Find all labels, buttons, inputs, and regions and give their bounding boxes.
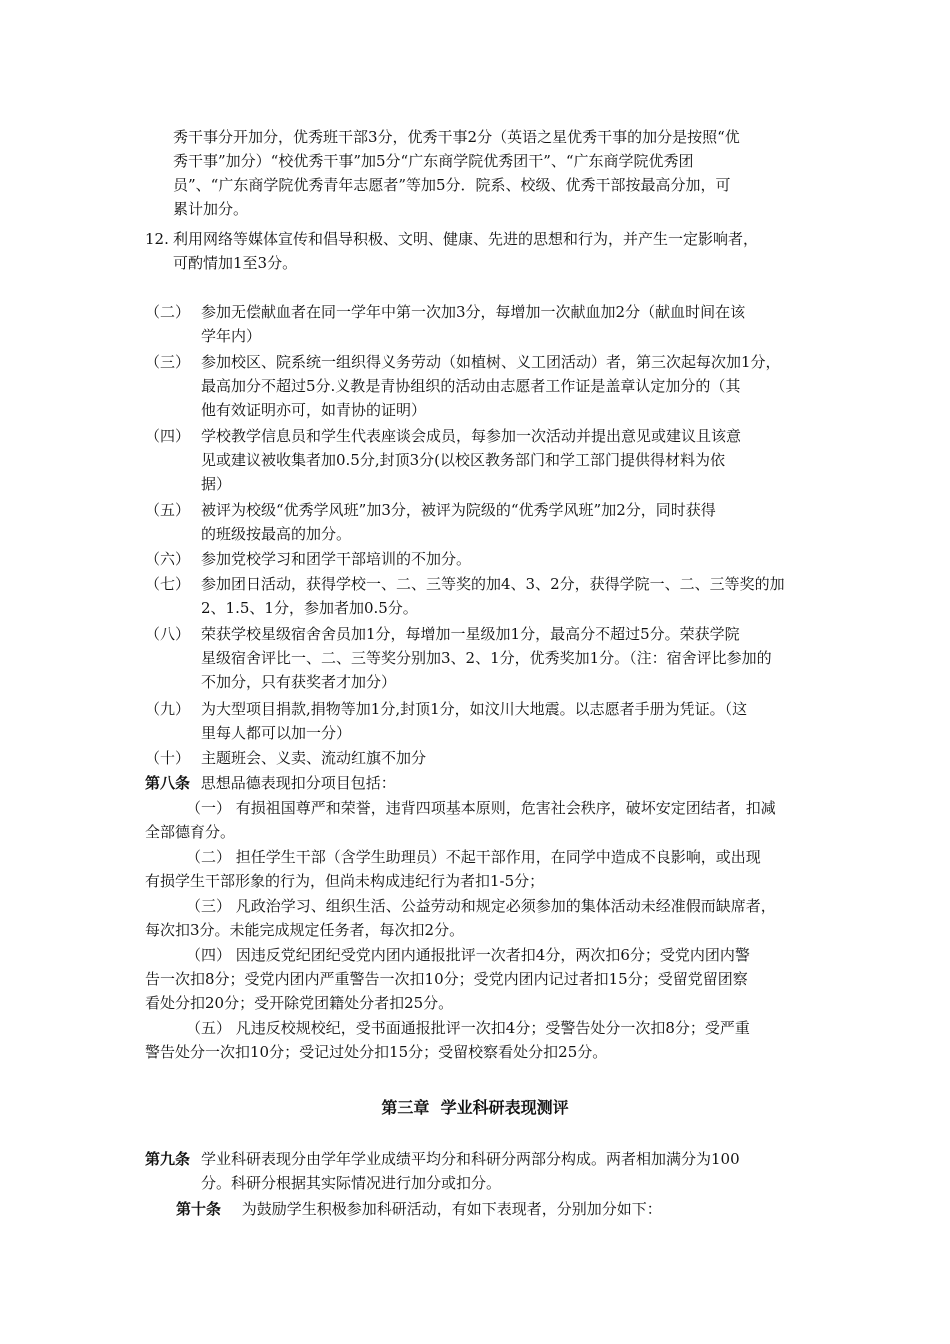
item-label: （九） <box>145 700 191 718</box>
text-line: 见或建议被收集者加0.5分,封顶3分(以校区教务部门和学工部门提供得材料为依 <box>201 451 726 469</box>
text-line: （一） 有损祖国尊严和荣誉，违背四项基本原则，危害社会秩序，破坏安定团结者，扣减 <box>186 799 776 817</box>
text-line: 不加分，只有获奖者才加分） <box>201 673 397 691</box>
deduction-paragraph <box>145 894 825 942</box>
chapter-title: 第三章 学业科研表现测评 <box>381 1098 569 1117</box>
text-line: 据） <box>201 475 232 493</box>
item-label: （八） <box>145 625 191 643</box>
text-line: 学年内） <box>201 327 262 345</box>
deduction-paragraph <box>145 1016 825 1064</box>
article-heading: 第十条 <box>176 1200 222 1218</box>
text-line: 警告处分一次扣10分；受记过处分扣15分；受留校察看处分扣25分。 <box>145 1043 608 1061</box>
item-number: 12. <box>145 230 169 248</box>
text-line: 可酌情加1至3分。 <box>173 254 298 272</box>
text-line: 秀干事”加分）“校优秀干事”加5分“广东商学院优秀团干”、“广东商学院优秀团 <box>173 152 694 170</box>
article-text: 为鼓励学生积极参加科研活动，有如下表现者，分别加分如下： <box>241 1200 662 1218</box>
text-line: 里每人都可以加一分） <box>201 724 352 742</box>
text-line: 秀干事分开加分，优秀班干部3分，优秀干事2分（英语之星优秀干事的加分是按照“优 <box>173 128 740 146</box>
text-line: 荣获学校星级宿舍舍员加1分，每增加一星级加1分，最高分不超过5分。荣获学院 <box>201 625 740 643</box>
text-line: 分。科研分根据其实际情况进行加分或扣分。 <box>201 1174 502 1192</box>
text-line: 学业科研表现分由学年学业成绩平均分和科研分两部分构成。两者相加满分为100 <box>201 1150 740 1168</box>
text-line: （三） 凡政治学习、组织生活、公益劳动和规定必须参加的集体活动未经准假而缺席者， <box>186 897 776 915</box>
text-line: 参加团日活动，获得学校一、二、三等奖的加4、3、2分，获得学院一、二、三等奖的加 <box>201 575 785 593</box>
article-heading: 第九条 <box>145 1150 191 1168</box>
text-line: 的班级按最高的加分。 <box>201 525 352 543</box>
text-line: 员”、“广东商学院优秀青年志愿者”等加5分．院系、校级、优秀干部按最高分加，可 <box>173 176 731 194</box>
item-label: （二） <box>145 303 191 321</box>
item-label: （六） <box>145 550 191 568</box>
deduction-paragraph <box>145 796 825 844</box>
text-line: 有损学生干部形象的行为，但尚未构成违纪行为者扣1-5分； <box>145 872 545 890</box>
article-heading: 第八条 <box>145 774 191 792</box>
text-line: （二） 担任学生干部（含学生助理员）不起干部作用，在同学中造成不良影响，或出现 <box>186 848 761 866</box>
item-label: （十） <box>145 749 191 767</box>
text-line: 最高加分不超过5分.义教是青协组织的活动由志愿者工作证是盖章认定加分的（其 <box>201 377 741 395</box>
text-line: （四） 因违反党纪团纪受党内团内通报批评一次者扣4分，两次扣6分；受党内团内警 <box>186 946 750 964</box>
deduction-paragraph <box>145 943 825 1015</box>
deduction-paragraph <box>145 845 825 893</box>
text-line: 利用网络等媒体宣传和倡导积极、文明、健康、先进的思想和行为，并产生一定影响者， <box>173 230 759 248</box>
item-label: （五） <box>145 501 191 519</box>
text-line: 参加无偿献血者在同一学年中第一次加3分，每增加一次献血加2分（献血时间在该 <box>201 303 746 321</box>
text-line: 星级宿舍评比一、二、三等奖分别加3、2、1分，优秀奖加1分。（注：宿舍评比参加的 <box>201 649 772 667</box>
text-line: 2、1.5、1分，参加者加0.5分。 <box>201 599 418 617</box>
item-label: （四） <box>145 427 191 445</box>
text-line: 每次扣3分。未能完成规定任务者，每次扣2分。 <box>145 921 465 939</box>
article-8 <box>145 771 825 1064</box>
text-line: 为大型项目捐款,捐物等加1分,封顶1分，如汶川大地震。以志愿者手册为凭证。（这 <box>201 700 748 718</box>
text-line: 告一次扣8分；受党内团内严重警告一次扣10分；受党内团内记过者扣15分；受留党留团察 <box>145 970 748 988</box>
text-line: 全部德育分。 <box>145 823 236 841</box>
text-line: （五） 凡违反校规校纪，受书面通报批评一次扣4分；受警告处分一次扣8分；受严重 <box>186 1019 750 1037</box>
article-intro: 思想品德表现扣分项目包括： <box>200 774 396 792</box>
article-10 <box>176 1197 662 1221</box>
item-label: （七） <box>145 575 191 593</box>
text-line: 他有效证明亦可，如青协的证明） <box>201 401 427 419</box>
item-label: （三） <box>145 353 191 371</box>
text-line: 看处分扣20分；受开除党团籍处分者扣25分。 <box>145 994 454 1012</box>
text-line: 学校教学信息员和学生代表座谈会成员，每参加一次活动并提出意见或建议且该意 <box>201 427 742 445</box>
text-line: 主题班会、义卖、流动红旗不加分 <box>201 749 427 767</box>
text-line: 参加党校学习和团学干部培训的不加分。 <box>201 550 472 568</box>
continuation-paragraph <box>173 125 740 221</box>
text-line: 被评为校级“优秀学风班”加3分，被评为院级的“优秀学风班”加2分，同时获得 <box>201 501 716 519</box>
text-line: 累计加分。 <box>173 200 249 218</box>
text-line: 参加校区、院系统一组织得义务劳动（如植树、义工团活动）者，第三次起每次加1分， <box>201 353 781 371</box>
